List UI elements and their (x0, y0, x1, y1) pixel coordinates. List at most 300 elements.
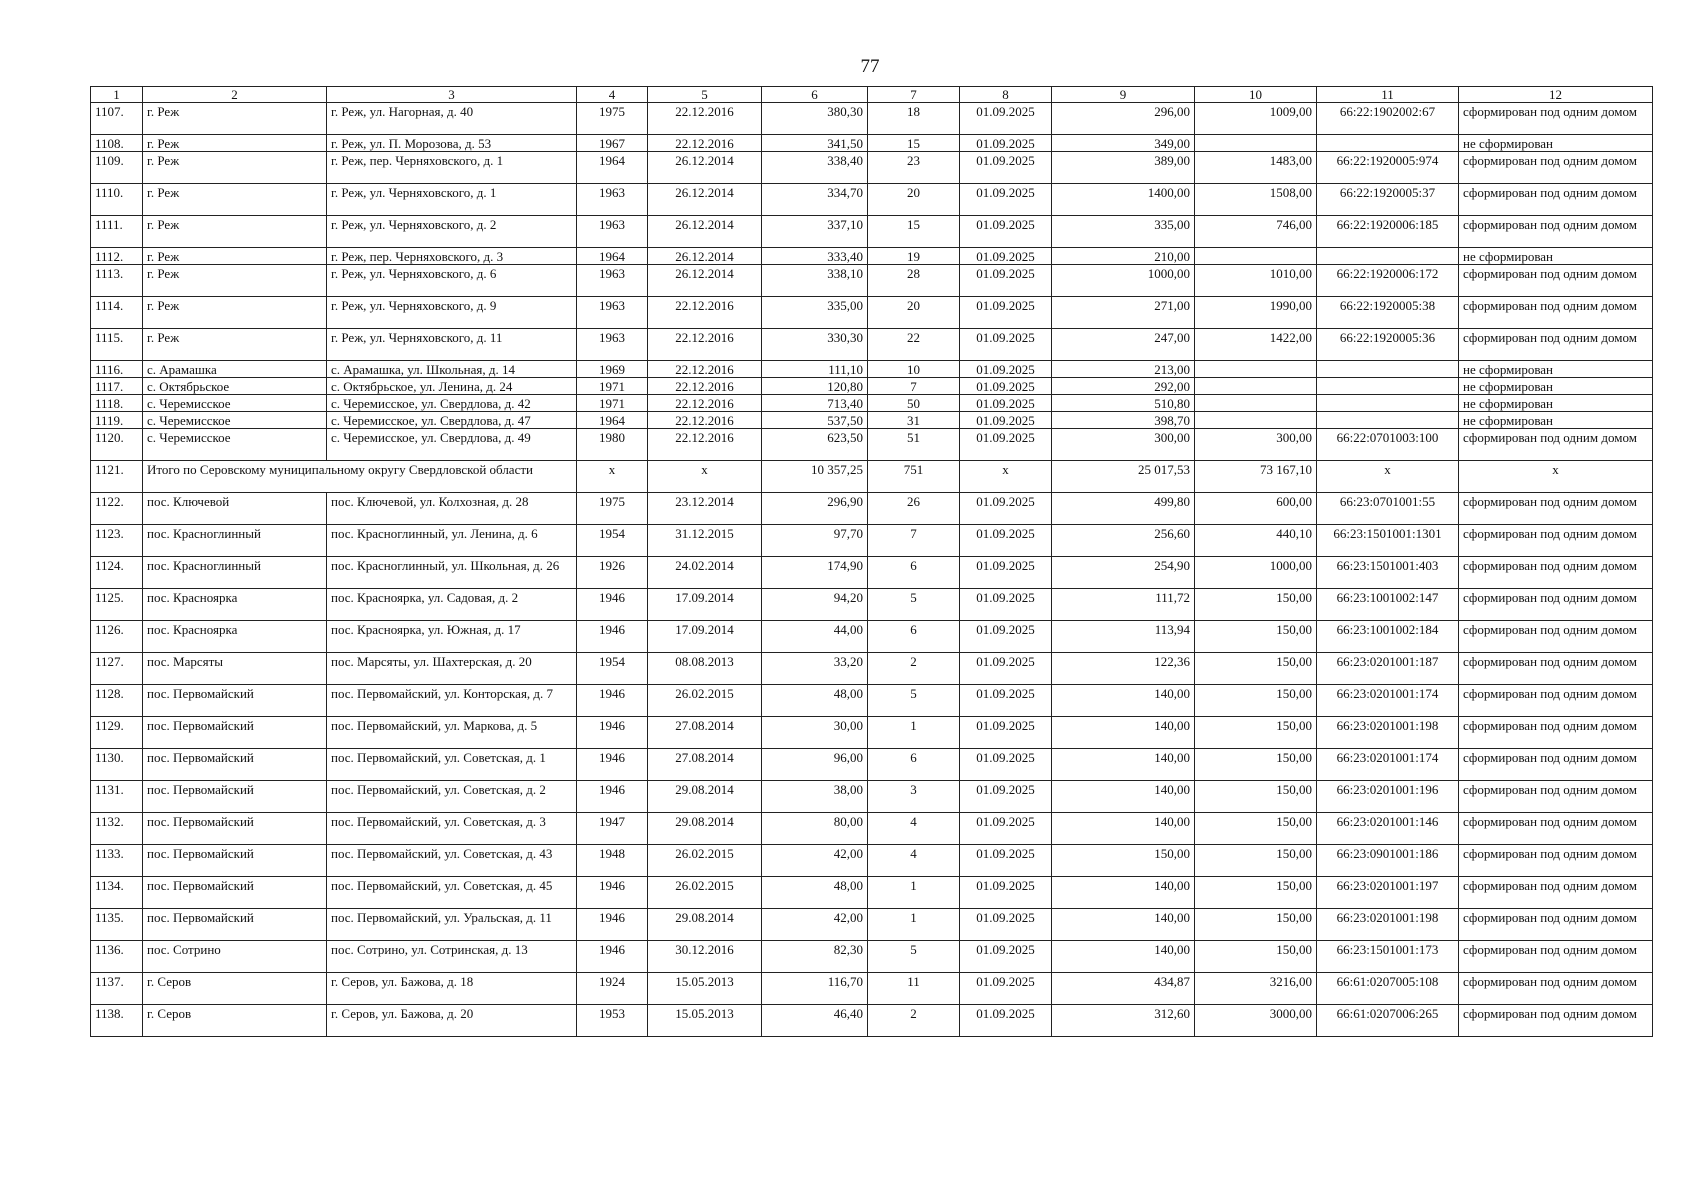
address-cell: пос. Первомайский, ул. Советская, д. 45 (327, 877, 577, 909)
plot-area-cell: 150,00 (1195, 621, 1317, 653)
table-row (91, 135, 1653, 152)
residents-cell: 11 (868, 973, 960, 1005)
residents-cell: 26 (868, 493, 960, 525)
address-cell: с. Черемисское, ул. Свердлова, д. 49 (327, 429, 577, 461)
row-number-cell: 1116. (91, 361, 143, 378)
survey-date-cell: 29.08.2014 (648, 781, 762, 813)
survey-date-cell: 17.09.2014 (648, 589, 762, 621)
land-area-cell: 140,00 (1052, 941, 1195, 973)
year-built-cell: 1964 (577, 152, 648, 184)
survey-date-cell: 22.12.2016 (648, 103, 762, 135)
settlement-cell: г. Реж (143, 184, 327, 216)
residents-cell: 5 (868, 589, 960, 621)
table-row (91, 941, 1653, 973)
residents-cell: 28 (868, 265, 960, 297)
residents-cell: 4 (868, 813, 960, 845)
deadline-cell: 01.09.2025 (960, 941, 1052, 973)
address-cell: г. Реж, ул. П. Морозова, д. 53 (327, 135, 577, 152)
year-built-cell: 1946 (577, 717, 648, 749)
settlement-cell: с. Черемисское (143, 395, 327, 412)
survey-date-cell: 27.08.2014 (648, 717, 762, 749)
area-cell: 38,00 (762, 781, 868, 813)
row-number-cell: 1122. (91, 493, 143, 525)
area-cell: 174,90 (762, 557, 868, 589)
cadastral-number-cell (1317, 378, 1459, 395)
year-built-cell: 1964 (577, 248, 648, 265)
residents-cell: 51 (868, 429, 960, 461)
area-cell: 30,00 (762, 717, 868, 749)
residents-cell: 3 (868, 781, 960, 813)
deadline-cell: 01.09.2025 (960, 395, 1052, 412)
table-row (91, 781, 1653, 813)
total-cell: x (1459, 461, 1653, 493)
land-area-cell: 210,00 (1052, 248, 1195, 265)
settlement-cell: пос. Первомайский (143, 813, 327, 845)
deadline-cell: 01.09.2025 (960, 493, 1052, 525)
plot-status-cell: сформирован под одним домом (1459, 493, 1653, 525)
year-built-cell: 1946 (577, 781, 648, 813)
land-area-cell: 140,00 (1052, 717, 1195, 749)
area-cell: 334,70 (762, 184, 868, 216)
address-cell: с. Черемисское, ул. Свердлова, д. 47 (327, 412, 577, 429)
plot-area-cell: 150,00 (1195, 845, 1317, 877)
land-area-cell: 254,90 (1052, 557, 1195, 589)
area-cell: 82,30 (762, 941, 868, 973)
plot-status-cell: сформирован под одним домом (1459, 781, 1653, 813)
year-built-cell: 1946 (577, 877, 648, 909)
plot-area-cell (1195, 395, 1317, 412)
deadline-cell: 01.09.2025 (960, 297, 1052, 329)
area-cell: 48,00 (762, 685, 868, 717)
deadline-cell: 01.09.2025 (960, 525, 1052, 557)
cadastral-number-cell (1317, 135, 1459, 152)
address-cell: г. Реж, пер. Черняховского, д. 1 (327, 152, 577, 184)
column-header: 9 (1052, 87, 1195, 103)
survey-date-cell: 27.08.2014 (648, 749, 762, 781)
plot-status-cell: сформирован под одним домом (1459, 152, 1653, 184)
survey-date-cell: 22.12.2016 (648, 135, 762, 152)
land-area-cell: 150,00 (1052, 845, 1195, 877)
plot-status-cell: сформирован под одним домом (1459, 845, 1653, 877)
plot-area-cell: 1010,00 (1195, 265, 1317, 297)
page-number: 77 (860, 56, 880, 77)
year-built-cell: 1967 (577, 135, 648, 152)
total-cell: x (960, 461, 1052, 493)
area-cell: 338,10 (762, 265, 868, 297)
plot-area-cell: 300,00 (1195, 429, 1317, 461)
row-number-cell: 1111. (91, 216, 143, 248)
plot-status-cell: сформирован под одним домом (1459, 973, 1653, 1005)
area-cell: 94,20 (762, 589, 868, 621)
row-number-cell: 1117. (91, 378, 143, 395)
cadastral-number-cell: 66:23:0201001:146 (1317, 813, 1459, 845)
area-cell: 80,00 (762, 813, 868, 845)
land-area-cell: 312,60 (1052, 1005, 1195, 1037)
table-row (91, 557, 1653, 589)
plot-status-cell: сформирован под одним домом (1459, 429, 1653, 461)
housing-registry-table (90, 86, 1653, 1037)
plot-status-cell: сформирован под одним домом (1459, 685, 1653, 717)
cadastral-number-cell: 66:23:0201001:174 (1317, 685, 1459, 717)
settlement-cell: пос. Первомайский (143, 685, 327, 717)
land-area-cell: 1400,00 (1052, 184, 1195, 216)
address-cell: с. Арамашка, ул. Школьная, д. 14 (327, 361, 577, 378)
year-built-cell: 1926 (577, 557, 648, 589)
address-cell: г. Реж, пер. Черняховского, д. 3 (327, 248, 577, 265)
settlement-cell: г. Реж (143, 103, 327, 135)
row-number-cell: 1118. (91, 395, 143, 412)
plot-area-cell: 150,00 (1195, 749, 1317, 781)
survey-date-cell: 22.12.2016 (648, 329, 762, 361)
area-cell: 42,00 (762, 845, 868, 877)
land-area-cell: 256,60 (1052, 525, 1195, 557)
survey-date-cell: 31.12.2015 (648, 525, 762, 557)
table-row (91, 329, 1653, 361)
cadastral-number-cell: 66:23:1501001:173 (1317, 941, 1459, 973)
plot-area-cell: 1483,00 (1195, 152, 1317, 184)
deadline-cell: 01.09.2025 (960, 412, 1052, 429)
land-area-cell: 296,00 (1052, 103, 1195, 135)
survey-date-cell: 22.12.2016 (648, 378, 762, 395)
address-cell: пос. Первомайский, ул. Советская, д. 3 (327, 813, 577, 845)
row-number-cell: 1114. (91, 297, 143, 329)
row-number-cell: 1131. (91, 781, 143, 813)
deadline-cell: 01.09.2025 (960, 135, 1052, 152)
address-cell: пос. Сотрино, ул. Сотринская, д. 13 (327, 941, 577, 973)
plot-status-cell: не сформирован (1459, 248, 1653, 265)
plot-status-cell: не сформирован (1459, 135, 1653, 152)
land-area-cell: 111,72 (1052, 589, 1195, 621)
settlement-cell: с. Черемисское (143, 412, 327, 429)
land-area-cell: 510,80 (1052, 395, 1195, 412)
table-row (91, 717, 1653, 749)
survey-date-cell: 22.12.2016 (648, 395, 762, 412)
address-cell: пос. Первомайский, ул. Маркова, д. 5 (327, 717, 577, 749)
area-cell: 120,80 (762, 378, 868, 395)
deadline-cell: 01.09.2025 (960, 877, 1052, 909)
plot-status-cell: сформирован под одним домом (1459, 877, 1653, 909)
row-number-cell: 1130. (91, 749, 143, 781)
year-built-cell: 1946 (577, 589, 648, 621)
address-cell: пос. Ключевой, ул. Колхозная, д. 28 (327, 493, 577, 525)
table-row (91, 152, 1653, 184)
deadline-cell: 01.09.2025 (960, 152, 1052, 184)
settlement-cell: г. Реж (143, 135, 327, 152)
cadastral-number-cell: 66:22:1920006:172 (1317, 265, 1459, 297)
settlement-cell: г. Реж (143, 216, 327, 248)
column-header: 3 (327, 87, 577, 103)
cadastral-number-cell: 66:22:0701003:100 (1317, 429, 1459, 461)
area-cell: 713,40 (762, 395, 868, 412)
residents-cell: 6 (868, 557, 960, 589)
plot-status-cell: не сформирован (1459, 378, 1653, 395)
area-cell: 116,70 (762, 973, 868, 1005)
plot-status-cell: сформирован под одним домом (1459, 329, 1653, 361)
row-number-cell: 1125. (91, 589, 143, 621)
total-cell: x (648, 461, 762, 493)
cadastral-number-cell: 66:23:0201001:198 (1317, 909, 1459, 941)
row-number-cell: 1110. (91, 184, 143, 216)
deadline-cell: 01.09.2025 (960, 621, 1052, 653)
deadline-cell: 01.09.2025 (960, 329, 1052, 361)
residents-cell: 31 (868, 412, 960, 429)
deadline-cell: 01.09.2025 (960, 845, 1052, 877)
year-built-cell: 1946 (577, 685, 648, 717)
plot-area-cell: 150,00 (1195, 877, 1317, 909)
land-area-cell: 434,87 (1052, 973, 1195, 1005)
plot-status-cell: сформирован под одним домом (1459, 265, 1653, 297)
plot-status-cell: сформирован под одним домом (1459, 557, 1653, 589)
survey-date-cell: 26.12.2014 (648, 152, 762, 184)
address-cell: г. Реж, ул. Черняховского, д. 11 (327, 329, 577, 361)
table-row (91, 412, 1653, 429)
residents-cell: 4 (868, 845, 960, 877)
cadastral-number-cell: 66:22:1920005:38 (1317, 297, 1459, 329)
address-cell: г. Реж, ул. Черняховского, д. 9 (327, 297, 577, 329)
year-built-cell: 1964 (577, 412, 648, 429)
table-row (91, 685, 1653, 717)
address-cell: г. Реж, ул. Черняховского, д. 2 (327, 216, 577, 248)
residents-cell: 20 (868, 297, 960, 329)
plot-status-cell: сформирован под одним домом (1459, 1005, 1653, 1037)
table-row (91, 265, 1653, 297)
year-built-cell: 1971 (577, 395, 648, 412)
land-area-cell: 140,00 (1052, 813, 1195, 845)
residents-cell: 19 (868, 248, 960, 265)
residents-cell: 20 (868, 184, 960, 216)
cadastral-number-cell: 66:61:0207006:265 (1317, 1005, 1459, 1037)
deadline-cell: 01.09.2025 (960, 557, 1052, 589)
row-number-cell: 1129. (91, 717, 143, 749)
year-built-cell: 1954 (577, 653, 648, 685)
plot-area-cell: 3216,00 (1195, 973, 1317, 1005)
plot-area-cell (1195, 378, 1317, 395)
area-cell: 380,30 (762, 103, 868, 135)
plot-area-cell: 150,00 (1195, 941, 1317, 973)
survey-date-cell: 22.12.2016 (648, 361, 762, 378)
row-number-cell: 1136. (91, 941, 143, 973)
address-cell: пос. Марсяты, ул. Шахтерская, д. 20 (327, 653, 577, 685)
residents-cell: 10 (868, 361, 960, 378)
year-built-cell: 1980 (577, 429, 648, 461)
column-header: 6 (762, 87, 868, 103)
settlement-cell: пос. Марсяты (143, 653, 327, 685)
address-cell: пос. Первомайский, ул. Советская, д. 2 (327, 781, 577, 813)
area-cell: 111,10 (762, 361, 868, 378)
plot-area-cell: 1422,00 (1195, 329, 1317, 361)
area-cell: 337,10 (762, 216, 868, 248)
address-cell: г. Реж, ул. Нагорная, д. 40 (327, 103, 577, 135)
survey-date-cell: 15.05.2013 (648, 973, 762, 1005)
plot-status-cell: сформирован под одним домом (1459, 749, 1653, 781)
cadastral-number-cell (1317, 412, 1459, 429)
year-built-cell: 1963 (577, 216, 648, 248)
residents-cell: 22 (868, 329, 960, 361)
plot-status-cell: не сформирован (1459, 412, 1653, 429)
land-area-cell: 140,00 (1052, 685, 1195, 717)
year-built-cell: 1946 (577, 749, 648, 781)
deadline-cell: 01.09.2025 (960, 103, 1052, 135)
registry-rows-part-1 (91, 103, 1653, 461)
row-number-cell: 1127. (91, 653, 143, 685)
year-built-cell: 1953 (577, 1005, 648, 1037)
row-number-cell: 1138. (91, 1005, 143, 1037)
table-row (91, 184, 1653, 216)
address-cell: с. Черемисское, ул. Свердлова, д. 42 (327, 395, 577, 412)
address-cell: пос. Красноярка, ул. Садовая, д. 2 (327, 589, 577, 621)
table-row (91, 361, 1653, 378)
table-row (91, 493, 1653, 525)
land-area-cell: 113,94 (1052, 621, 1195, 653)
land-area-cell: 335,00 (1052, 216, 1195, 248)
row-number-cell: 1124. (91, 557, 143, 589)
address-cell: г. Реж, ул. Черняховского, д. 1 (327, 184, 577, 216)
cadastral-number-cell: 66:23:0201001:196 (1317, 781, 1459, 813)
row-number-cell: 1135. (91, 909, 143, 941)
plot-status-cell: сформирован под одним домом (1459, 717, 1653, 749)
plot-status-cell: не сформирован (1459, 395, 1653, 412)
row-number-cell: 1115. (91, 329, 143, 361)
deadline-cell: 01.09.2025 (960, 265, 1052, 297)
cadastral-number-cell: 66:22:1902002:67 (1317, 103, 1459, 135)
deadline-cell: 01.09.2025 (960, 653, 1052, 685)
plot-status-cell: сформирован под одним домом (1459, 589, 1653, 621)
settlement-cell: пос. Первомайский (143, 909, 327, 941)
address-cell: пос. Первомайский, ул. Советская, д. 1 (327, 749, 577, 781)
year-built-cell: 1971 (577, 378, 648, 395)
settlement-cell: г. Реж (143, 329, 327, 361)
table-row (91, 973, 1653, 1005)
cadastral-number-cell: 66:23:0201001:174 (1317, 749, 1459, 781)
plot-area-cell: 3000,00 (1195, 1005, 1317, 1037)
settlement-cell: пос. Красноярка (143, 621, 327, 653)
total-row-number: 1121. (91, 461, 143, 493)
plot-area-cell (1195, 361, 1317, 378)
cadastral-number-cell: 66:23:0201001:198 (1317, 717, 1459, 749)
area-cell: 48,00 (762, 877, 868, 909)
area-cell: 96,00 (762, 749, 868, 781)
settlement-cell: г. Реж (143, 248, 327, 265)
plot-area-cell: 150,00 (1195, 717, 1317, 749)
cadastral-number-cell: 66:23:0701001:55 (1317, 493, 1459, 525)
area-cell: 33,20 (762, 653, 868, 685)
land-area-cell: 140,00 (1052, 877, 1195, 909)
land-area-cell: 140,00 (1052, 781, 1195, 813)
settlement-cell: пос. Сотрино (143, 941, 327, 973)
land-area-cell: 271,00 (1052, 297, 1195, 329)
settlement-cell: г. Реж (143, 265, 327, 297)
land-area-cell: 292,00 (1052, 378, 1195, 395)
land-area-cell: 1000,00 (1052, 265, 1195, 297)
deadline-cell: 01.09.2025 (960, 781, 1052, 813)
settlement-cell: г. Серов (143, 1005, 327, 1037)
settlement-cell: г. Серов (143, 973, 327, 1005)
area-cell: 623,50 (762, 429, 868, 461)
plot-area-cell: 1000,00 (1195, 557, 1317, 589)
cadastral-number-cell: 66:23:1501001:403 (1317, 557, 1459, 589)
table-row (91, 395, 1653, 412)
table-row (91, 749, 1653, 781)
settlement-cell: пос. Красноглинный (143, 557, 327, 589)
address-cell: пос. Первомайский, ул. Советская, д. 43 (327, 845, 577, 877)
area-cell: 537,50 (762, 412, 868, 429)
land-area-cell: 499,80 (1052, 493, 1195, 525)
settlement-cell: с. Октябрьское (143, 378, 327, 395)
land-area-cell: 140,00 (1052, 749, 1195, 781)
year-built-cell: 1969 (577, 361, 648, 378)
deadline-cell: 01.09.2025 (960, 717, 1052, 749)
survey-date-cell: 26.12.2014 (648, 216, 762, 248)
residents-cell: 5 (868, 941, 960, 973)
year-built-cell: 1946 (577, 909, 648, 941)
table-row (91, 297, 1653, 329)
total-cell: 73 167,10 (1195, 461, 1317, 493)
address-cell: г. Серов, ул. Бажова, д. 18 (327, 973, 577, 1005)
column-header: 5 (648, 87, 762, 103)
settlement-cell: с. Черемисское (143, 429, 327, 461)
survey-date-cell: 26.12.2014 (648, 265, 762, 297)
table-row (91, 216, 1653, 248)
year-built-cell: 1975 (577, 103, 648, 135)
cadastral-number-cell (1317, 248, 1459, 265)
settlement-cell: пос. Ключевой (143, 493, 327, 525)
row-number-cell: 1109. (91, 152, 143, 184)
survey-date-cell: 17.09.2014 (648, 621, 762, 653)
year-built-cell: 1946 (577, 941, 648, 973)
plot-area-cell: 746,00 (1195, 216, 1317, 248)
plot-status-cell: сформирован под одним домом (1459, 297, 1653, 329)
cadastral-number-cell: 66:22:1920005:974 (1317, 152, 1459, 184)
deadline-cell: 01.09.2025 (960, 216, 1052, 248)
plot-area-cell (1195, 248, 1317, 265)
year-built-cell: 1924 (577, 973, 648, 1005)
land-area-cell: 389,00 (1052, 152, 1195, 184)
area-cell: 341,50 (762, 135, 868, 152)
settlement-cell: пос. Первомайский (143, 845, 327, 877)
table-row (91, 845, 1653, 877)
plot-area-cell (1195, 135, 1317, 152)
deadline-cell: 01.09.2025 (960, 973, 1052, 1005)
cadastral-number-cell: 66:23:0201001:187 (1317, 653, 1459, 685)
table-row (91, 429, 1653, 461)
table-row (91, 378, 1653, 395)
column-header: 7 (868, 87, 960, 103)
deadline-cell: 01.09.2025 (960, 749, 1052, 781)
area-cell: 97,70 (762, 525, 868, 557)
total-cell: 10 357,25 (762, 461, 868, 493)
table-row (91, 621, 1653, 653)
plot-status-cell: сформирован под одним домом (1459, 525, 1653, 557)
deadline-cell: 01.09.2025 (960, 361, 1052, 378)
plot-status-cell: сформирован под одним домом (1459, 653, 1653, 685)
residents-cell: 2 (868, 1005, 960, 1037)
deadline-cell: 01.09.2025 (960, 1005, 1052, 1037)
residents-cell: 15 (868, 135, 960, 152)
settlement-cell: пос. Первомайский (143, 717, 327, 749)
plot-area-cell: 150,00 (1195, 909, 1317, 941)
cadastral-number-cell: 66:22:1920005:36 (1317, 329, 1459, 361)
residents-cell: 18 (868, 103, 960, 135)
cadastral-number-cell: 66:23:1001002:184 (1317, 621, 1459, 653)
address-cell: г. Серов, ул. Бажова, д. 20 (327, 1005, 577, 1037)
total-cell: 751 (868, 461, 960, 493)
survey-date-cell: 29.08.2014 (648, 813, 762, 845)
settlement-cell: с. Арамашка (143, 361, 327, 378)
deadline-cell: 01.09.2025 (960, 909, 1052, 941)
residents-cell: 1 (868, 877, 960, 909)
survey-date-cell: 08.08.2013 (648, 653, 762, 685)
column-header: 8 (960, 87, 1052, 103)
